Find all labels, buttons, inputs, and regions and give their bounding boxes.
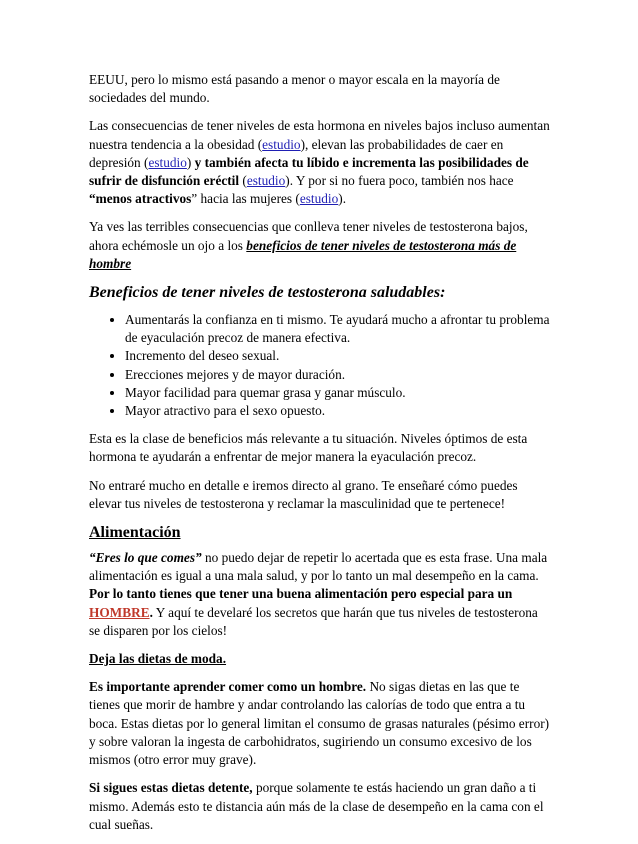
consequences-text-5: ). Y por si no fuera poco, también nos hace — [285, 173, 514, 189]
list-item: • Erecciones mejores y de mayor duración. — [125, 366, 551, 384]
diet-bold-2: . — [149, 604, 153, 620]
consequences-text-4: ( — [239, 173, 247, 189]
list-item: • Aumentarás la confianza en ti mismo. Te ayudará mucho a afrontar tu problema de eyaculación precoz de manera efectiva. — [125, 311, 551, 347]
consequences-text-2: ), elevan las probabilidades de caer en depresión ( — [89, 136, 504, 170]
diet-quote: “Eres lo que comes” — [89, 550, 202, 566]
consequences-bold-attractive: “menos atractivos — [89, 191, 192, 207]
benefits-link[interactable]: beneficios de tener niveles de testosterona más de hombre — [89, 237, 517, 271]
consequences-text-6: ” hacia las mujeres ( — [191, 191, 300, 207]
benefits-heading: Beneficios de tener niveles de testosterona saludables: — [89, 284, 446, 302]
diet-text-2: Y aquí te develaré los secretos que harán que tus niveles de testosterona se disparen por los cielos! — [89, 604, 538, 638]
eat-like-man-text: No sigas dietas en las que te tienes que morir de hambre y andar controlando las calorías de todo que entra a tu boca. Estas dietas por lo general limitan el consumo de grasas naturales (pésimo error) y sobre valoran la ingesta de carbohidratos, sugiriendo un consumo excesivo de los mismos (otro error muy grave). — [89, 679, 550, 768]
intro-paragraph — [89, 71, 551, 107]
list-item: • Incremento del deseo sexual. — [125, 347, 551, 365]
subheading-fad-diets: Deja las dietas de moda. — [89, 651, 227, 667]
consequences-bold-libido: y también afecta tu líbido e incrementa las posibilidades de sufrir de disfunción eréctil — [89, 154, 529, 189]
diet-bold-1: Por lo tanto tienes que tener una buena alimentación pero especial para un — [89, 586, 513, 602]
list-item: • Mayor facilidad para quemar grasa y ganar músculo. — [125, 384, 551, 402]
consequences-text-7: ). — [338, 191, 347, 207]
hombre-highlight: HOMBRE — [89, 604, 150, 620]
direct-text: No entraré mucho en detalle e iremos directo al grano. Te enseñaré cómo puedes elevar tus niveles de testosterona y reclamar la masculinidad que te pertenece! — [89, 477, 518, 511]
study-link-depression[interactable]: estudio — [148, 154, 187, 170]
relevance-paragraph — [89, 430, 551, 466]
consequences-text-1: Las consecuencias de tener niveles de esta hormona en niveles bajos incluso aumentan nuestra tendencia a la obesidad ( — [89, 118, 550, 152]
relevance-text: Esta es la clase de beneficios más relevante a tu situación. Niveles óptimos de esta hormona te ayudarán a enfrentar de mejor manera la eyaculación precoz. — [89, 431, 528, 465]
diet-text-1: no puedo dejar de repetir lo acertada que es esta frase. Una mala alimentación es igual a una mala salud, y por lo tanto un mal desempeño en la cama. — [89, 550, 548, 584]
benefits-intro-text: Ya ves las terribles consecuencias que conlleva tener niveles de testosterona bajos, ahora echémosle un ojo a los — [89, 219, 528, 253]
diet-paragraph — [89, 549, 551, 640]
study-link-obesity[interactable]: estudio — [262, 136, 301, 152]
section-heading-alimentacion: Alimentación — [89, 524, 181, 542]
document-page — [89, 71, 551, 844]
eat-like-man-bold: Es importante aprender comer como un hombre. — [89, 679, 367, 695]
consequences-paragraph — [89, 117, 551, 208]
stop-diets-bold: Si sigues estas dietas detente, — [89, 780, 253, 796]
direct-paragraph — [89, 477, 551, 513]
stop-diets-text: porque solamente te estás haciendo un gran daño a ti mismo. Además esto te distancia aún más de la clase de desempeño en la cama con el cual sueñas. — [89, 780, 544, 832]
intro-text: EEUU, pero lo mismo está pasando a menor o mayor escala en la mayoría de sociedades del mundo. — [89, 72, 500, 106]
list-item: • Mayor atractivo para el sexo opuesto. — [125, 402, 551, 420]
consequences-text-3: ) — [186, 154, 192, 170]
benefits-intro-paragraph — [89, 218, 551, 273]
benefits-list — [89, 311, 551, 420]
study-link-attraction[interactable]: estudio — [299, 191, 339, 207]
eat-like-man-paragraph — [89, 678, 551, 769]
study-link-ed[interactable]: estudio — [246, 173, 286, 189]
